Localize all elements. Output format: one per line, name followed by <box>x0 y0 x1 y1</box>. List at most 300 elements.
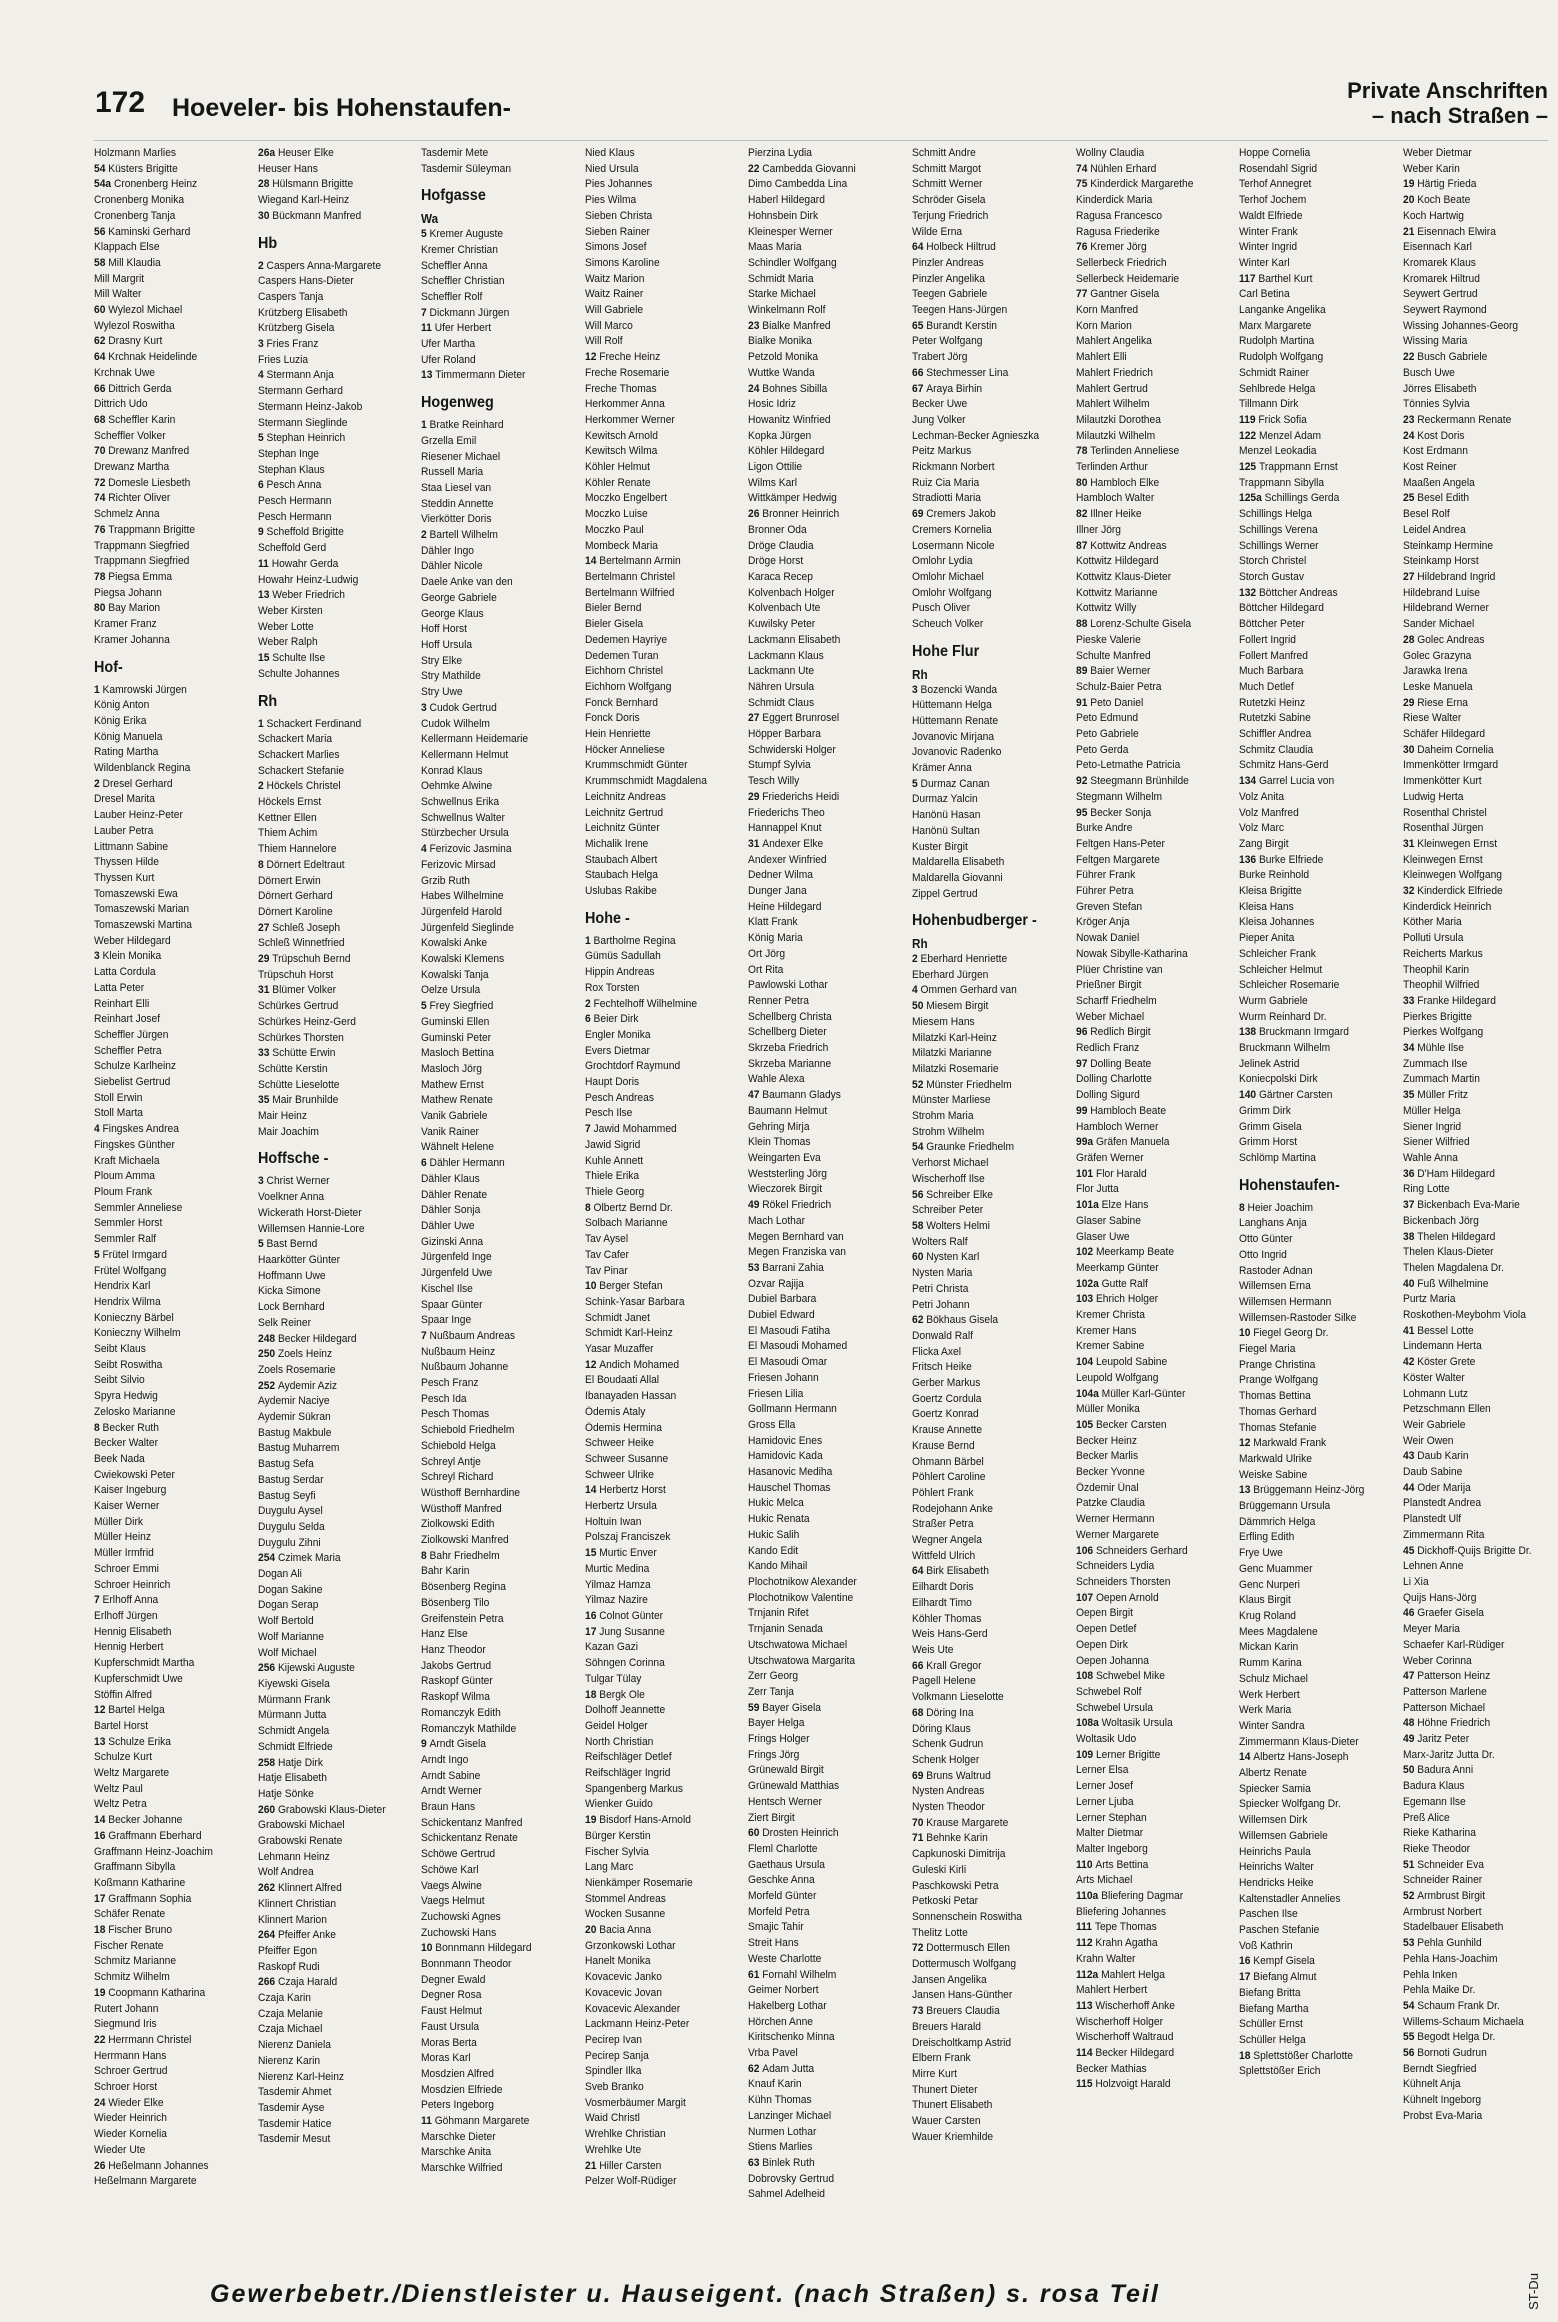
resident-name: Thelen Klaus-Dieter <box>1402 1246 1494 1259</box>
resident-name: Smajic Tahir <box>748 1921 805 1934</box>
resident-name: Schütte Lieselotte <box>257 1078 340 1091</box>
resident-name: Werner Hermann <box>1075 1513 1155 1526</box>
resident-entry <box>1076 790 1238 806</box>
resident-name: Cudok Wilhelm <box>421 717 491 730</box>
resident-name: Goertz Konrad <box>912 1408 979 1421</box>
resident-name: Petkoski Petar <box>912 1895 979 1908</box>
resident-name: Peto-Letmathe Patricia <box>1075 759 1180 772</box>
resident-name: Planstedt Ulf <box>1402 1513 1461 1526</box>
resident-name: Oepen Johanna <box>1075 1654 1149 1667</box>
resident-name: Thelitz Lotte <box>912 1926 968 1939</box>
resident-name: Kleisa Brigitte <box>1239 885 1302 898</box>
house-number: 56 <box>1402 2047 1418 2060</box>
resident-entry <box>585 1122 747 1138</box>
resident-entry <box>1076 177 1238 193</box>
resident-name: Cronenberg Heinz <box>113 178 198 191</box>
house-number: 138 <box>1239 1026 1260 1039</box>
resident-name: Eberhard Henriette <box>920 953 1008 966</box>
house-number: 24 <box>94 2096 109 2109</box>
resident-name: Kuwilsky Peter <box>748 618 816 631</box>
resident-name: Konieczny Bärbel <box>94 1311 174 1324</box>
house-number: 66 <box>912 1659 927 1672</box>
resident-entry <box>748 633 910 649</box>
resident-name: Hannappel Knut <box>748 822 822 835</box>
resident-name: Schleicher Frank <box>1239 947 1317 960</box>
resident-name: Fingskes Günther <box>94 1138 175 1151</box>
resident-entry <box>912 999 1074 1015</box>
resident-entry <box>1239 1578 1401 1594</box>
resident-name: Bickenbach Eva-Marie <box>1417 1199 1520 1212</box>
resident-entry <box>421 146 583 162</box>
resident-name: Riesener Michael <box>421 450 501 463</box>
resident-name: Milatzki Karl-Heinz <box>912 1031 997 1044</box>
house-number: 10 <box>421 1942 436 1955</box>
resident-entry <box>748 900 910 916</box>
resident-name: Will Marco <box>584 319 633 332</box>
house-number: 1 <box>421 419 430 432</box>
resident-entry <box>748 413 910 429</box>
resident-entry <box>912 2098 1074 2114</box>
resident-name: Plochotnikow Alexander <box>748 1575 858 1588</box>
resident-entry <box>1076 1920 1238 1936</box>
resident-entry <box>258 874 420 890</box>
resident-name: Riese Walter <box>1402 712 1462 725</box>
house-number: 55 <box>1402 2031 1418 2044</box>
resident-entry <box>748 806 910 822</box>
resident-name: Kowalski Klemens <box>421 953 505 966</box>
resident-name: Krahn Agatha <box>1094 1937 1158 1950</box>
house-number: 125 <box>1239 461 1260 474</box>
resident-entry <box>912 397 1074 413</box>
house-number: 104 <box>1075 1356 1096 1369</box>
house-number: 2 <box>584 997 594 1010</box>
resident-entry <box>258 1206 420 1222</box>
resident-name: Müller Karl-Günter <box>1101 1387 1186 1400</box>
resident-entry <box>748 1010 910 1026</box>
house-number: 31 <box>748 837 763 850</box>
resident-name: Pesch Andreas <box>584 1091 654 1104</box>
resident-name: Murtic Enver <box>599 1547 657 1560</box>
resident-entry <box>912 1659 1074 1675</box>
resident-entry <box>1403 523 1558 539</box>
resident-entry <box>94 1515 256 1531</box>
house-number: 252 <box>257 1379 278 1392</box>
resident-name: Jakobs Gertrud <box>421 1659 492 1672</box>
resident-name: Kewitsch Wilma <box>584 445 658 458</box>
resident-entry <box>421 889 583 905</box>
resident-name: Weber Karin <box>1402 162 1460 175</box>
resident-entry <box>94 1028 256 1044</box>
resident-entry <box>1239 209 1401 225</box>
resident-entry <box>258 921 420 937</box>
resident-name: König Anton <box>94 699 150 712</box>
resident-name: Schleicher Rosemarie <box>1239 979 1340 992</box>
resident-entry <box>912 601 1074 617</box>
resident-name: Petzschmann Ellen <box>1402 1403 1491 1416</box>
resident-name: Moczko Luise <box>584 508 648 521</box>
resident-name: Wolters Helmi <box>926 1220 990 1232</box>
resident-name: Fries Franz <box>266 338 318 351</box>
house-number: 54 <box>94 162 109 175</box>
resident-name: Kremer Christian <box>421 243 499 256</box>
resident-name: Kleinwegen Wolfgang <box>1402 869 1502 882</box>
resident-entry <box>585 1169 747 1185</box>
resident-entry <box>94 1342 256 1358</box>
street-heading: Rh <box>257 692 277 710</box>
resident-entry <box>421 337 583 353</box>
resident-name: Lang Marc <box>584 1861 634 1874</box>
resident-name: Voelkner Anna <box>257 1191 324 1204</box>
resident-entry <box>94 714 256 730</box>
resident-name: Spaar Inge <box>421 1314 472 1327</box>
resident-name: Schleß Winnetfried <box>257 937 345 950</box>
resident-name: Greifenstein Petra <box>421 1612 504 1625</box>
resident-name: Ragusa Friederike <box>1075 225 1160 238</box>
resident-entry <box>585 146 747 162</box>
resident-entry <box>1076 978 1238 994</box>
resident-entry <box>258 905 420 921</box>
resident-entry <box>585 397 747 413</box>
resident-name: Erlhoff Jürgen <box>94 1609 158 1622</box>
resident-entry <box>1403 1873 1558 1889</box>
resident-entry <box>748 1748 910 1764</box>
resident-entry <box>258 1897 420 1913</box>
resident-name: Bastug Sefa <box>257 1458 314 1471</box>
resident-name: Jürgenfeld Uwe <box>421 1267 493 1280</box>
resident-name: Dörnert Edeltraut <box>266 858 345 871</box>
resident-entry <box>748 1622 910 1638</box>
resident-name: Spaar Günter <box>421 1298 483 1311</box>
resident-entry <box>912 1235 1074 1251</box>
resident-entry <box>1239 272 1401 288</box>
resident-entry <box>1239 1151 1401 1167</box>
resident-name: Stiens Marlies <box>748 2141 813 2154</box>
resident-entry <box>94 1248 256 1264</box>
resident-entry <box>585 209 747 225</box>
resident-name: Birk Elisabeth <box>926 1565 989 1578</box>
resident-entry <box>1403 2030 1558 2046</box>
resident-entry <box>258 2117 420 2133</box>
resident-name: Zoels Heinz <box>277 1348 332 1361</box>
resident-entry <box>585 1358 747 1374</box>
resident-entry <box>258 1865 420 1881</box>
resident-name: Peto Daniel <box>1089 696 1143 709</box>
resident-name: Christ Werner <box>266 1175 330 1188</box>
resident-entry <box>1076 1512 1238 1528</box>
resident-name: Dähler Renate <box>421 1188 488 1201</box>
resident-name: Becker Carsten <box>1095 1418 1167 1431</box>
resident-entry <box>585 617 747 633</box>
resident-entry <box>912 1376 1074 1392</box>
resident-entry <box>1403 1559 1558 1575</box>
resident-name: Volz Anita <box>1239 790 1285 803</box>
resident-entry <box>1239 837 1401 853</box>
resident-entry <box>1403 491 1558 507</box>
resident-name: Kottwitz Willy <box>1075 602 1136 615</box>
resident-entry <box>585 1028 747 1044</box>
street-heading: Hogenweg <box>421 394 494 412</box>
resident-name: Meerkamp Beate <box>1095 1246 1174 1259</box>
resident-name: Storch Gustav <box>1239 570 1305 583</box>
resident-entry <box>585 429 747 445</box>
resident-name: Schulz-Baier Petra <box>1075 680 1162 693</box>
resident-name: Weltz Petra <box>94 1798 147 1811</box>
resident-entry <box>258 1410 420 1426</box>
resident-entry <box>1239 366 1401 382</box>
resident-name: Fonck Doris <box>584 712 640 725</box>
resident-name: Ehrich Holger <box>1095 1293 1158 1306</box>
house-number: 73 <box>912 2005 927 2018</box>
resident-name: Romanczyk Edith <box>421 1706 501 1719</box>
resident-name: Kovacevic Jovan <box>584 1986 662 1999</box>
resident-name: Losermann Nicole <box>912 539 995 552</box>
resident-entry <box>1403 1889 1558 1905</box>
resident-name: Nußbaum Andreas <box>429 1329 516 1342</box>
resident-name: Teegen Gabriele <box>912 288 988 301</box>
resident-entry <box>1239 931 1401 947</box>
resident-name: Dottermusch Wolfgang <box>912 1958 1017 1971</box>
resident-entry <box>1239 1954 1401 1970</box>
resident-name: Krützberg Elisabeth <box>257 306 348 319</box>
resident-name: Zuchowski Hans <box>421 1926 497 1939</box>
resident-name: Murtic Medina <box>584 1562 650 1575</box>
resident-entry <box>1403 1512 1558 1528</box>
resident-entry <box>912 1784 1074 1800</box>
house-number: 69 <box>912 1769 927 1782</box>
resident-name: Dämmrich Helga <box>1239 1515 1316 1528</box>
resident-name: Kazan Gazi <box>584 1641 638 1654</box>
resident-name: Weber Dietmar <box>1402 147 1472 159</box>
resident-name: Schickentanz Manfred <box>421 1816 523 1829</box>
resident-entry <box>94 334 256 350</box>
resident-entry <box>748 1512 910 1528</box>
resident-entry <box>748 193 910 209</box>
house-number: 1 <box>94 683 103 696</box>
house-number: 19 <box>584 1814 600 1827</box>
resident-name: Lerner Stephan <box>1075 1811 1147 1824</box>
resident-entry <box>912 887 1074 903</box>
resident-name: Scheuch Volker <box>912 618 984 631</box>
house-number: 122 <box>1239 429 1260 442</box>
page-number: 172 <box>95 86 146 119</box>
resident-entry <box>748 664 910 680</box>
resident-name: Richter Oliver <box>108 492 171 505</box>
resident-name: Siegmund Iris <box>94 2018 157 2031</box>
resident-entry <box>748 1167 910 1183</box>
resident-name: Führer Frank <box>1075 869 1135 882</box>
resident-name: Kinderdick Maria <box>1075 194 1152 207</box>
resident-entry <box>1076 1481 1238 1497</box>
resident-name: Steddin Annette <box>421 497 494 510</box>
resident-entry <box>1403 1716 1558 1732</box>
resident-name: Krause Bernd <box>912 1439 975 1452</box>
resident-entry <box>585 981 747 997</box>
house-number: 5 <box>257 432 267 445</box>
resident-entry <box>258 337 420 353</box>
resident-name: Hoff Horst <box>421 623 468 636</box>
resident-name: Tasdemir Ayse <box>257 2101 325 2114</box>
resident-entry <box>421 2161 583 2177</box>
house-number: 2 <box>257 780 267 793</box>
resident-entry <box>585 868 747 884</box>
house-number: 11 <box>421 2115 435 2128</box>
resident-name: Kottwitz Hildegard <box>1075 555 1159 568</box>
house-number: 97 <box>1075 1057 1090 1070</box>
house-number: 27 <box>748 712 763 725</box>
resident-entry <box>421 2004 583 2020</box>
resident-name: Aydemir Aziz <box>277 1379 337 1392</box>
resident-name: Mosdzien Elfriede <box>421 2083 503 2096</box>
resident-entry <box>1239 1876 1401 1892</box>
resident-entry <box>748 177 910 193</box>
resident-entry <box>421 591 583 607</box>
resident-name: Jürgenfeld Sieglinde <box>421 921 515 934</box>
resident-entry <box>421 1313 583 1329</box>
resident-name: Wittkämper Hedwig <box>748 492 838 505</box>
resident-name: Schwebel Rolf <box>1075 1685 1142 1698</box>
resident-entry <box>258 1520 420 1536</box>
resident-name: Milatzki Rosemarie <box>912 1062 999 1075</box>
resident-entry <box>421 1784 583 1800</box>
resident-name: Reinhart Elli <box>94 997 150 1010</box>
resident-name: Haupt Doris <box>584 1076 639 1089</box>
resident-entry <box>94 1185 256 1201</box>
resident-name: Pierzina Lydia <box>748 147 813 159</box>
resident-entry <box>258 1756 420 1772</box>
house-number: 115 <box>1075 2078 1095 2091</box>
resident-name: Greven Stefan <box>1075 900 1142 913</box>
resident-entry <box>1076 1873 1238 1889</box>
resident-name: Stephan Inge <box>257 447 319 460</box>
resident-entry <box>421 1674 583 1690</box>
resident-name: Pecirep Ivan <box>584 2033 642 2046</box>
resident-name: Howanitz Winfried <box>748 413 832 426</box>
house-number: 43 <box>1402 1450 1418 1463</box>
resident-name: Dörnert Gerhard <box>257 890 333 903</box>
resident-name: Führer Petra <box>1075 885 1134 898</box>
resident-name: Mirre Kurt <box>912 2067 957 2080</box>
house-number: 30 <box>1402 743 1418 756</box>
resident-name: Frütel Wolfgang <box>94 1264 167 1277</box>
resident-name: Freche Heinz <box>599 351 661 364</box>
resident-name: Lackmann Elisabeth <box>748 633 841 646</box>
resident-name: Hambloch Elke <box>1089 476 1159 489</box>
resident-entry <box>1239 1515 1401 1531</box>
resident-name: Drosten Heinrich <box>762 1827 840 1840</box>
resident-name: Dimo Cambedda Lina <box>748 178 848 191</box>
resident-entry <box>912 1266 1074 1282</box>
resident-entry <box>912 146 1074 162</box>
resident-entry <box>1239 1120 1401 1136</box>
resident-entry <box>1076 649 1238 665</box>
resident-name: Pfeiffer Egon <box>257 1944 317 1957</box>
resident-entry <box>748 1701 910 1717</box>
resident-name: Bay Marion <box>108 602 161 615</box>
resident-name: Seibt Roswitha <box>94 1358 163 1371</box>
house-number: 5 <box>421 1000 430 1013</box>
resident-name: Grabowski Klaus-Dieter <box>277 1803 386 1816</box>
resident-entry <box>1239 2017 1401 2033</box>
resident-entry <box>421 2083 583 2099</box>
resident-entry <box>258 274 420 290</box>
resident-entry <box>258 1062 420 1078</box>
resident-name: Illner Jörg <box>1075 523 1121 536</box>
resident-name: Malter Ingeborg <box>1075 1842 1148 1855</box>
resident-entry <box>1403 1057 1558 1073</box>
resident-name: Purtz Maria <box>1402 1293 1456 1306</box>
resident-entry <box>94 840 256 856</box>
resident-name: Oder Marija <box>1417 1481 1471 1494</box>
resident-name: Herbertz Ursula <box>584 1500 657 1513</box>
resident-name: Höckels Christel <box>266 780 341 793</box>
resident-entry <box>258 2054 420 2070</box>
resident-name: Rökel Friedrich <box>762 1199 832 1212</box>
house-number: 95 <box>1075 806 1090 819</box>
resident-name: Gantner Gisela <box>1089 288 1159 301</box>
resident-entry <box>1076 1025 1238 1041</box>
resident-entry <box>1076 1292 1238 1308</box>
resident-entry <box>585 1201 747 1217</box>
resident-entry <box>748 1999 910 2015</box>
resident-entry <box>258 1347 420 1363</box>
resident-name: Steinkamp Hermine <box>1402 539 1493 552</box>
resident-entry <box>1403 1811 1558 1827</box>
resident-name: Stephan Klaus <box>257 463 325 476</box>
resident-name: Petzold Monika <box>748 351 819 364</box>
resident-entry <box>94 1845 256 1861</box>
resident-entry <box>912 1015 1074 1031</box>
house-number: 72 <box>94 476 109 489</box>
resident-name: Schreiber Elke <box>926 1188 993 1201</box>
resident-entry <box>1239 1468 1401 1484</box>
resident-entry <box>585 2064 747 2080</box>
resident-entry <box>1076 476 1238 492</box>
resident-name: Koch Hartwig <box>1402 209 1464 222</box>
resident-entry <box>94 2064 256 2080</box>
resident-name: Mürmann Frank <box>257 1693 330 1706</box>
resident-name: Rosenthal Jürgen <box>1402 822 1484 835</box>
resident-entry <box>1403 1669 1558 1685</box>
resident-entry <box>1076 821 1238 837</box>
resident-name: Lauber Petra <box>94 824 154 837</box>
resident-entry <box>1076 1151 1238 1167</box>
resident-entry <box>258 1174 420 1190</box>
resident-entry <box>421 1188 583 1204</box>
house-number: 260 <box>257 1803 278 1816</box>
resident-entry <box>585 1656 747 1672</box>
resident-entry <box>258 889 420 905</box>
resident-name: Ruiz Cia Maria <box>912 476 980 489</box>
resident-name: Besel Edith <box>1417 492 1469 505</box>
resident-entry <box>912 1345 1074 1361</box>
resident-entry <box>1076 931 1238 947</box>
resident-name: Masloch Jörg <box>421 1062 483 1075</box>
resident-entry <box>1403 868 1558 884</box>
resident-entry <box>585 1829 747 1845</box>
resident-name: Hoffmann Uwe <box>257 1269 326 1282</box>
directory-column <box>1239 146 1402 2242</box>
resident-name: Rosenthal Christel <box>1402 806 1487 819</box>
resident-entry <box>94 1672 256 1688</box>
resident-name: Semmler Anneliese <box>94 1201 183 1214</box>
resident-name: Binlek Ruth <box>762 2157 816 2169</box>
resident-entry <box>1076 837 1238 853</box>
resident-entry <box>912 2067 1074 2083</box>
resident-entry <box>258 1913 420 1929</box>
resident-name: Berndt Siegfried <box>1402 2062 1477 2075</box>
resident-entry <box>421 748 583 764</box>
resident-name: Glaser Sabine <box>1075 1214 1141 1227</box>
